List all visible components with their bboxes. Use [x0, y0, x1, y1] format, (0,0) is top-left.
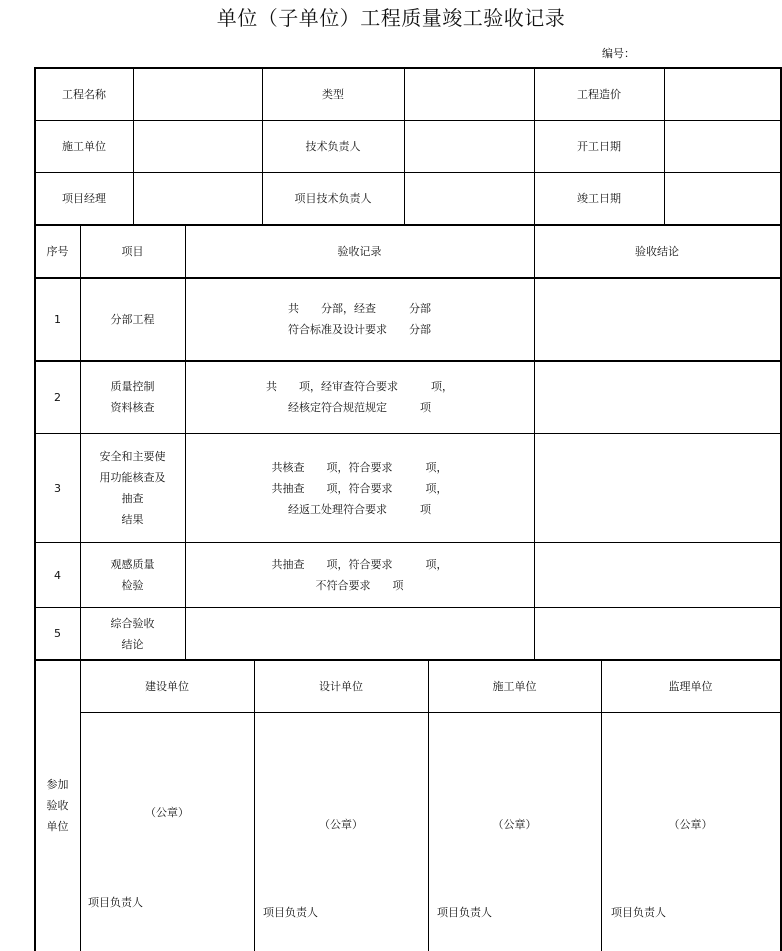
row-4-seq: 4	[54, 568, 61, 582]
design-person-label: 项目负责人	[263, 905, 318, 919]
construction-person-label: 项目负责人	[437, 905, 492, 919]
document-title: 单位（子单位）工程质量竣工验收记录	[216, 6, 566, 30]
row-4-conclusion[interactable]	[534, 543, 780, 607]
row-1-record: 共 分部，经查 分部 符合标准及设计要求 分部	[288, 302, 431, 336]
row-4-record: 共抽查 项，符合要求 项， 不符合要求 项	[271, 558, 448, 592]
pm-tech-lead-field[interactable]	[404, 172, 534, 224]
contractor-label: 施工单位	[62, 139, 106, 153]
project-name-label: 工程名称	[62, 87, 106, 101]
row-5-conclusion[interactable]	[534, 608, 780, 659]
record-header: 验收记录	[337, 244, 382, 258]
type-field[interactable]	[404, 68, 534, 120]
row-1-conclusion[interactable]	[534, 278, 780, 360]
unit-construction-header: 施工单位	[492, 679, 537, 693]
supervision-person-label: 项目负责人	[611, 905, 666, 919]
owner-seal: （公章）	[145, 805, 189, 819]
row-3-record: 共核查 项，符合要求 项， 共抽查 项，符合要求 项， 经返工处理符合要求 项	[271, 460, 448, 516]
row-2-conclusion[interactable]	[534, 361, 780, 433]
row-3-item: 安全和主要使 用功能核查及 抽查 结果	[99, 450, 166, 526]
unit-design-header: 设计单位	[319, 679, 363, 693]
participants-label: 参加 验收 单位	[46, 778, 69, 833]
unit-supervision-header: 监理单位	[668, 679, 713, 693]
row-5-item: 综合验收 结论	[110, 616, 155, 651]
row-5-record[interactable]	[185, 608, 534, 659]
start-date-field[interactable]	[664, 120, 780, 172]
tech-lead-label: 技术负责人	[305, 139, 361, 153]
row-1-item: 分部工程	[110, 312, 155, 326]
row-2-record: 共 项，经审查符合要求 项， 经核定符合规范规定 项	[266, 380, 453, 414]
unit-owner-header: 建设单位	[145, 679, 189, 693]
doc-number-label: 编号：	[602, 47, 635, 60]
row-1-seq: 1	[54, 312, 61, 326]
type-label: 类型	[322, 87, 344, 101]
seq-header: 序号	[46, 244, 69, 258]
row-2-item: 质量控制 资料核查	[110, 380, 155, 414]
cost-label: 工程造价	[577, 87, 621, 101]
project-name-field[interactable]	[133, 68, 262, 120]
start-date-label: 开工日期	[577, 139, 621, 153]
design-seal: （公章）	[319, 817, 363, 831]
cost-field[interactable]	[664, 68, 780, 120]
owner-person-label: 项目负责人	[88, 895, 143, 909]
conclusion-header: 验收结论	[635, 244, 679, 258]
row-3-seq: 3	[54, 481, 61, 495]
contractor-field[interactable]	[133, 120, 262, 172]
end-date-label: 竣工日期	[577, 191, 621, 205]
pm-field[interactable]	[133, 172, 262, 224]
end-date-field[interactable]	[664, 172, 780, 224]
row-3-conclusion[interactable]	[534, 434, 780, 542]
row-divider	[80, 712, 781, 713]
row-5-seq: 5	[54, 627, 61, 640]
pm-tech-lead-label: 项目技术负责人	[294, 191, 372, 205]
supervision-seal: （公章）	[668, 817, 713, 831]
construction-seal: （公章）	[492, 817, 537, 831]
tech-lead-field[interactable]	[404, 120, 534, 172]
pm-label: 项目经理	[62, 191, 106, 205]
item-header: 项目	[121, 244, 144, 258]
row-4-item: 观感质量 检验	[110, 558, 155, 592]
row-2-seq: 2	[54, 390, 61, 404]
